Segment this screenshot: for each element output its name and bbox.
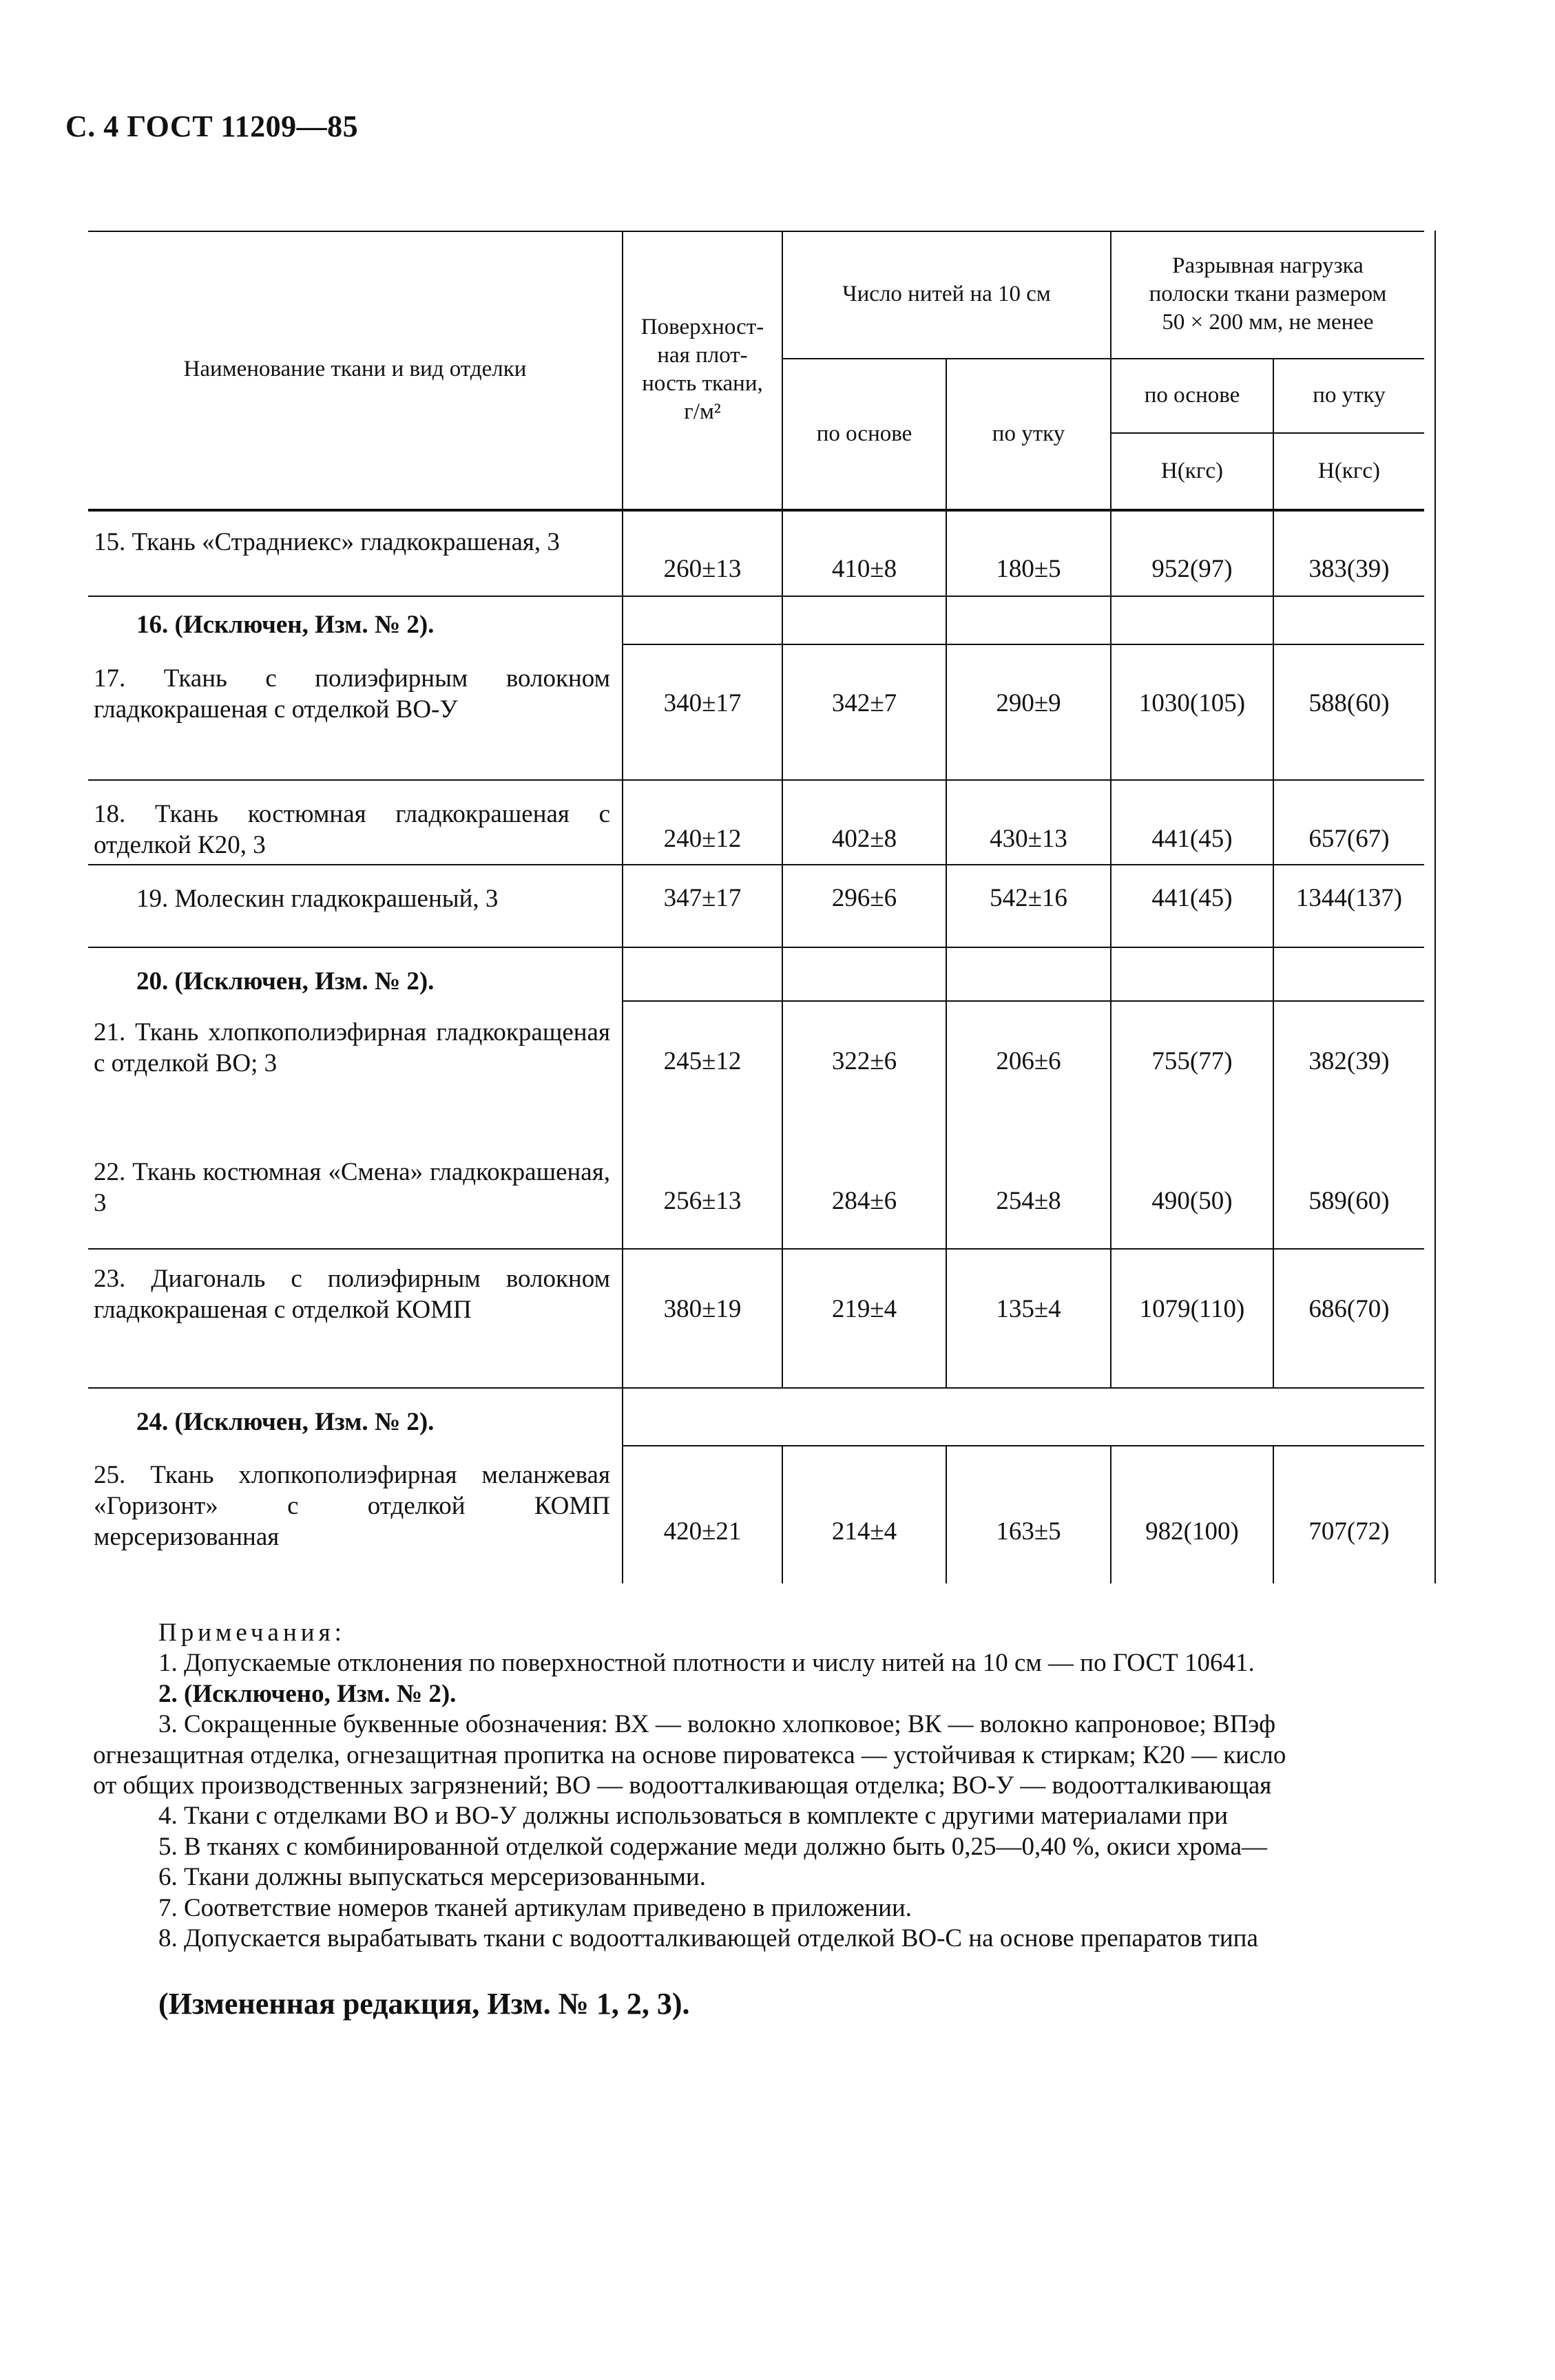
note-item: 3. Сокращенные буквенные обозначения: ВХ — волокно хлопковое; ВК — волокно капроновое; ВПэф <box>158 1710 1276 1739</box>
col-header-density: Поверхност- ная плот- ность ткани, г/м² <box>640 314 764 425</box>
col-header-threads: Число нитей на 10 см <box>842 281 1051 306</box>
note-item: 7. Соответствие номеров тканей артикулам приведено в приложении. <box>158 1893 912 1922</box>
cell-load-warp: 952(97) <box>1151 555 1233 583</box>
row-name-excluded: 24. (Исключен, Изм. № 2). <box>136 1408 435 1436</box>
cell-density: 420±21 <box>663 1517 742 1546</box>
col-rule <box>782 1445 783 1583</box>
note-item: 6. Ткани должны выпускаться мерсеризованными. <box>158 1863 706 1892</box>
cell-density: 256±13 <box>663 1187 742 1215</box>
cell-density: 340±17 <box>663 689 742 717</box>
note-item: 8. Допускается вырабатывать ткани с водоотталкивающей отделкой ВО-С на основе препаратов типа <box>158 1924 1258 1952</box>
cell-load-warp: 982(100) <box>1145 1517 1239 1546</box>
row-name: 18. Ткань костюмная гладкокрашеная с отделкой К20, 3 <box>94 800 610 860</box>
cell-threads-weft: 290±9 <box>996 689 1061 717</box>
row-rule <box>622 1000 1424 1002</box>
notes-section <box>93 1618 1477 1954</box>
row-rule <box>622 1445 1424 1446</box>
cell-load-warp: 755(77) <box>1151 1047 1233 1075</box>
note-item: 2. (Исключено, Изм. № 2). <box>158 1679 457 1708</box>
cell-load-weft: 383(39) <box>1308 555 1390 583</box>
cell-density: 240±12 <box>663 825 742 853</box>
edition-note: (Измененная редакция, Изм. № 1, 2, 3). <box>158 1987 690 2021</box>
cell-density: 380±19 <box>663 1295 742 1323</box>
row-rule <box>88 596 1424 597</box>
cell-load-weft: 657(67) <box>1308 825 1390 853</box>
col-rule <box>1434 231 1436 1583</box>
row-rule <box>88 1248 1424 1250</box>
col-rule <box>1110 1445 1112 1583</box>
cell-threads-warp: 410±8 <box>831 555 897 583</box>
col-rule <box>1273 358 1274 1387</box>
cell-density: 245±12 <box>663 1047 742 1075</box>
cell-threads-weft: 163±5 <box>996 1517 1061 1546</box>
cell-load-weft: 1344(137) <box>1295 884 1403 912</box>
cell-load-weft: 588(60) <box>1308 689 1390 717</box>
cell-load-warp: 441(45) <box>1151 884 1233 912</box>
cell-threads-weft: 430±13 <box>990 825 1067 853</box>
row-rule <box>622 644 1424 645</box>
cell-threads-weft: 180±5 <box>996 555 1061 583</box>
col-header-load-weft-unit: Н(кгс) <box>1317 458 1381 483</box>
row-name: 21. Ткань хлопкополиэфирная гладкокращеная с отделкой ВО; 3 <box>94 1018 610 1078</box>
note-item: огнезащитная отделка, огнезащитная пропитка на основе пироватекса — устойчивая к стиркам; К20 — кисло <box>93 1740 1286 1769</box>
col-header-name: Наименование ткани и вид отделки <box>183 357 527 382</box>
col-header-load-weft: по утку <box>1313 383 1386 408</box>
row-rule <box>88 947 1424 948</box>
cell-threads-warp: 402±8 <box>831 825 897 853</box>
notes-title: Примечания: <box>158 1619 346 1647</box>
col-header-load-warp-unit: Н(кгс) <box>1160 458 1224 483</box>
cell-load-warp: 1079(110) <box>1139 1295 1245 1323</box>
cell-load-weft: 382(39) <box>1308 1047 1390 1075</box>
col-rule <box>1273 1445 1274 1583</box>
cell-load-warp: 490(50) <box>1151 1187 1233 1215</box>
fabric-table <box>88 231 1424 1583</box>
cell-threads-warp: 342±7 <box>831 689 897 717</box>
cell-load-warp: 1030(105) <box>1138 689 1246 717</box>
note-item: от общих производственных загрязнений; ВО — водоотталкивающая отделка; ВО-У — водоотталкивающая <box>93 1771 1272 1800</box>
cell-density: 260±13 <box>663 555 742 583</box>
row-rule <box>88 864 1424 865</box>
cell-threads-warp: 214±4 <box>831 1517 897 1546</box>
row-name: 15. Ткань «Страдниекс» гладкокрашеная, 3 <box>94 528 560 556</box>
note-item: 5. В тканях с комбинированной отделкой содержание меди должно быть 0,25—0,40 %, окиси хрома— <box>158 1832 1268 1861</box>
row-name: 25. Ткань хлопкополиэфирная меланжевая «Горизонт» с отделкой КОМП мерсеризованная <box>94 1461 610 1552</box>
cell-load-weft: 686(70) <box>1308 1295 1390 1323</box>
row-name: 17. Ткань с полиэфирным волокном гладкокрашеная с отделкой ВО-У <box>94 664 610 724</box>
col-rule <box>946 1445 947 1583</box>
row-name-excluded: 20. (Исключен, Изм. № 2). <box>136 967 435 996</box>
row-name-excluded: 16. (Исключен, Изм. № 2). <box>136 611 435 639</box>
header-bottom-rule <box>88 509 1424 512</box>
cell-load-warp: 441(45) <box>1151 825 1233 853</box>
cell-threads-warp: 322±6 <box>831 1047 897 1075</box>
note-item: 4. Ткани с отделками ВО и ВО-У должны использоваться в комплекте с другими материалами при <box>158 1802 1229 1831</box>
cell-threads-weft: 135±4 <box>996 1295 1061 1323</box>
col-header-load-warp: по основе <box>1144 383 1240 408</box>
cell-threads-weft: 206±6 <box>996 1047 1061 1075</box>
row-rule <box>88 1387 1424 1389</box>
col-header-threads-weft: по утку <box>992 421 1065 446</box>
col-header-load: Разрывная нагрузка полоски ткани размером 50 × 200 мм, не менее <box>1149 253 1387 335</box>
row-name: 19. Молескин гладкокрашеный, 3 <box>136 885 499 913</box>
cell-threads-weft: 254±8 <box>996 1187 1061 1215</box>
row-name: 23. Диагональ с полиэфирным волокном гладкокрашеная с отделкой КОМП <box>94 1265 610 1325</box>
page-header: С. 4 ГОСТ 11209—85 <box>65 109 359 143</box>
cell-threads-warp: 284±6 <box>831 1187 897 1215</box>
row-rule <box>88 779 1424 781</box>
cell-threads-warp: 219±4 <box>831 1295 897 1323</box>
cell-load-weft: 589(60) <box>1308 1187 1390 1215</box>
cell-threads-warp: 296±6 <box>831 884 897 912</box>
note-item: 1. Допускаемые отклонения по поверхностной плотности и числу нитей на 10 см — по ГОСТ 10641. <box>158 1649 1255 1678</box>
cell-threads-weft: 542±16 <box>990 884 1067 912</box>
cell-load-weft: 707(72) <box>1308 1517 1390 1546</box>
row-name: 22. Ткань костюмная «Смена» гладкокрашеная, 3 <box>94 1158 610 1218</box>
cell-density: 347±17 <box>663 884 742 912</box>
col-header-threads-warp: по основе <box>816 421 912 446</box>
col-rule <box>946 358 947 1387</box>
